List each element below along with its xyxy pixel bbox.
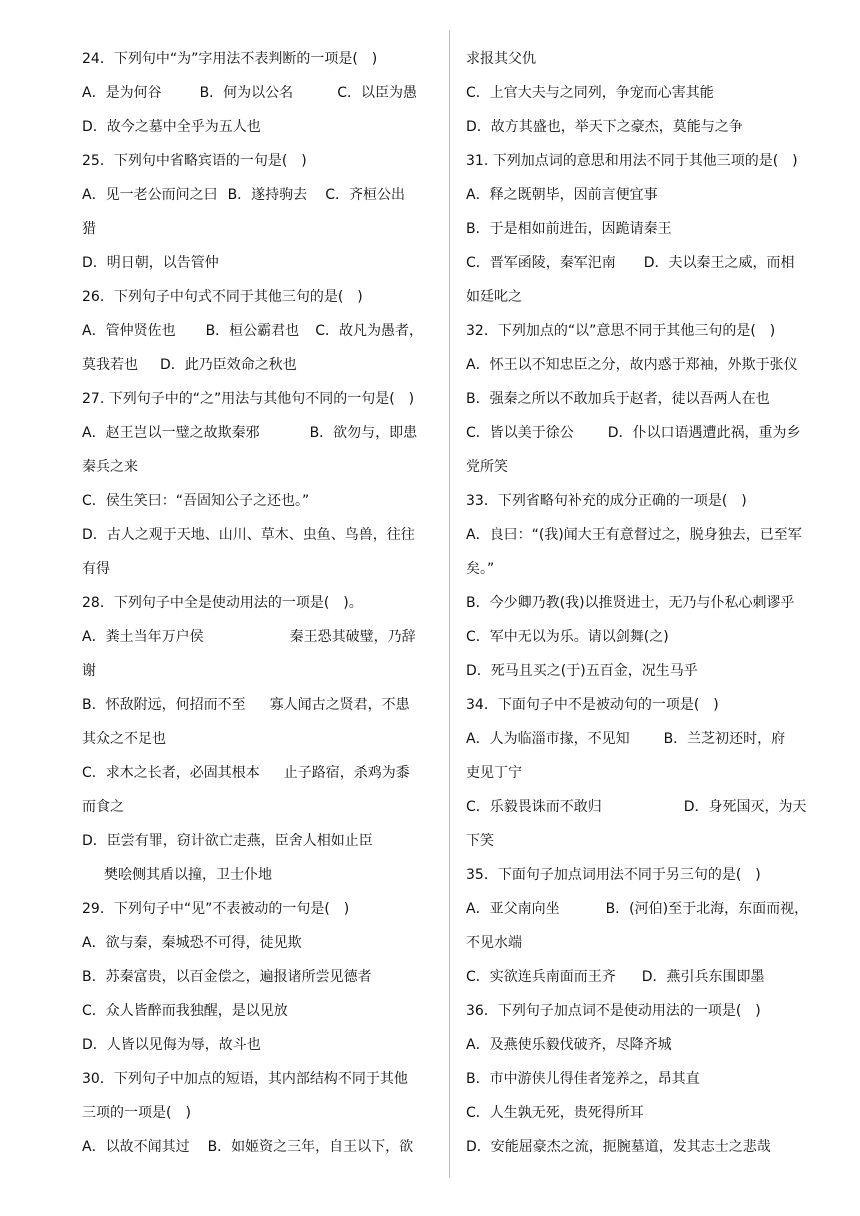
question-line: 29．下列句子中“见”不表被动的一句是( ) — [82, 901, 350, 917]
option-line: A．良曰：“(我)闻大王有意督过之，脱身独去，已至军 — [466, 527, 802, 543]
option-line: 莫我若也 D．此乃臣效命之秋也 — [82, 357, 297, 373]
option-line: D．安能屈豪杰之流，扼腕墓道，发其志士之悲哉 — [466, 1139, 771, 1155]
column-divider — [449, 30, 450, 1178]
option-line: A．怀王以不知忠臣之分，故内惑于郑袖，外欺于张仪 — [466, 357, 798, 373]
question-line: 27. 下列句子中的“之”用法与其他句不同的一句是( ) — [82, 391, 415, 407]
option-line: 猎 — [82, 221, 96, 237]
option-line: D．人皆以见侮为辱，故斗也 — [82, 1037, 261, 1053]
option-line: A．见一老公而问之曰 B．遂持驹去 C．齐桓公出 — [82, 187, 405, 203]
option-line: 下笑 — [466, 833, 494, 849]
option-line: C．军中无以为乐。请以剑舞(之) — [466, 629, 669, 645]
option-line: B．市中游侠儿得佳者笼养之，昂其直 — [466, 1071, 700, 1087]
option-line: B．今少卿乃教(我)以推贤进士，无乃与仆私心刺谬乎 — [466, 595, 795, 611]
question-line: 35．下面句子加点词用法不同于另三句的是( ) — [466, 867, 761, 883]
option-line: 党所笑 — [466, 459, 508, 475]
option-line: 谢 — [82, 663, 96, 679]
option-line: A．管仲贤佐也 B．桓公霸君也 C．故凡为愚者， — [82, 323, 423, 339]
option-line: D．死马且买之(于)五百金，况生马乎 — [466, 663, 698, 679]
option-line: C．人生孰无死，贵死得所耳 — [466, 1105, 644, 1121]
option-line: A．及燕使乐毅伐破齐，尽降齐城 — [466, 1037, 672, 1053]
question-line: 24．下列句中“为”字用法不表判断的一项是( ) — [82, 51, 378, 67]
option-line: 秦兵之来 — [82, 459, 138, 475]
option-line: 矣。” — [466, 561, 495, 577]
option-line: C．众人皆醉而我独醒，是以见放 — [82, 1003, 288, 1019]
option-line: D．明日朝，以告管仲 — [82, 255, 219, 271]
option-line: C．实欲连兵南面而王齐 D．燕引兵东围即墨 — [466, 969, 765, 985]
question-line: 三项的一项是( ) — [82, 1105, 191, 1121]
option-line: A．赵王岂以一璧之故欺秦邪 B．欲勿与，即患 — [82, 425, 418, 441]
option-line: D．故今之墓中全乎为五人也 — [82, 119, 261, 135]
option-line: 樊哙侧其盾以撞，卫士仆地 — [104, 867, 272, 883]
option-line: 而食之 — [82, 799, 124, 815]
option-line: 如廷叱之 — [466, 289, 522, 305]
question-line: 25．下列句中省略宾语的一句是( ) — [82, 153, 307, 169]
option-line: C．侯生笑曰：“吾固知公子之还也。” — [82, 493, 310, 509]
option-line: C．乐毅畏诛而不敢归 D．身死国灭，为天 — [466, 799, 807, 815]
option-line: C．皆以美于徐公 D．仆以口语遇遭此祸，重为乡 — [466, 425, 801, 441]
option-line: B．怀敌附远，何招而不至 寡人闻古之贤君，不患 — [82, 697, 410, 713]
option-line: C．求木之长者，必固其根本 止子路宿，杀鸡为黍 — [82, 765, 410, 781]
option-line: 有得 — [82, 561, 110, 577]
right-column — [466, 42, 822, 1164]
question-line: 26．下列句子中句式不同于其他三句的是( ) — [82, 289, 363, 305]
question-line: 33．下列省略句补充的成分正确的一项是( ) — [466, 493, 747, 509]
option-line: C．晋军函陵，秦军汜南 D．夫以秦王之威，而相 — [466, 255, 795, 271]
question-line: 36．下列句子加点词不是使动用法的一项是( ) — [466, 1003, 761, 1019]
question-line: 34．下面句子中不是被动句的一项是( ) — [466, 697, 719, 713]
question-line: 30．下列句子中加点的短语，其内部结构不同于其他 — [82, 1071, 408, 1087]
option-line: 吏见丁宁 — [466, 765, 522, 781]
option-line: D．古人之观于天地、山川、草木、虫鱼、鸟兽，往往 — [82, 527, 415, 543]
option-line: C．上官大夫与之同列，争宠而心害其能 — [466, 85, 714, 101]
option-line: 求报其父仇 — [466, 51, 536, 67]
option-line: 其众之不足也 — [82, 731, 166, 747]
question-line: 32．下列加点的“以”意思不同于其他三句的是( ) — [466, 323, 776, 339]
option-line: B．苏秦富贵，以百金偿之，遍报诸所尝见德者 — [82, 969, 372, 985]
option-line: 不见水端 — [466, 935, 522, 951]
question-line: 28．下列句子中全是使动用法的一项是( )。 — [82, 595, 363, 611]
option-line: A．粪土当年万户侯 秦王恐其破璧，乃辞 — [82, 629, 416, 645]
option-line: A．人为临淄市掾，不见知 B．兰芝初还时，府 — [466, 731, 786, 747]
left-column — [82, 42, 437, 1164]
option-line: A．亚父南向坐 B．(河伯)至于北海，东面而视， — [466, 901, 809, 917]
option-line: A．欲与秦，秦城恐不可得，徒见欺 — [82, 935, 302, 951]
option-line: A．以故不闻其过 B．如姬资之三年，自王以下，欲 — [82, 1139, 414, 1155]
question-line: 31. 下列加点词的意思和用法不同于其他三项的是( ) — [466, 153, 798, 169]
option-line: A．释之既朝毕，因前言便宜事 — [466, 187, 658, 203]
option-line: B．强秦之所以不敢加兵于赵者，徒以吾两人在也 — [466, 391, 770, 407]
option-line: D．故方其盛也，举天下之豪杰，莫能与之争 — [466, 119, 743, 135]
option-line: B．于是相如前进缶，因跪请秦王 — [466, 221, 672, 237]
option-line: D．臣尝有罪，窃计欲亡走燕，臣舍人相如止臣 — [82, 833, 373, 849]
option-line: A．是为何谷 B．何为以公名 C．以臣为愚 — [82, 85, 417, 101]
